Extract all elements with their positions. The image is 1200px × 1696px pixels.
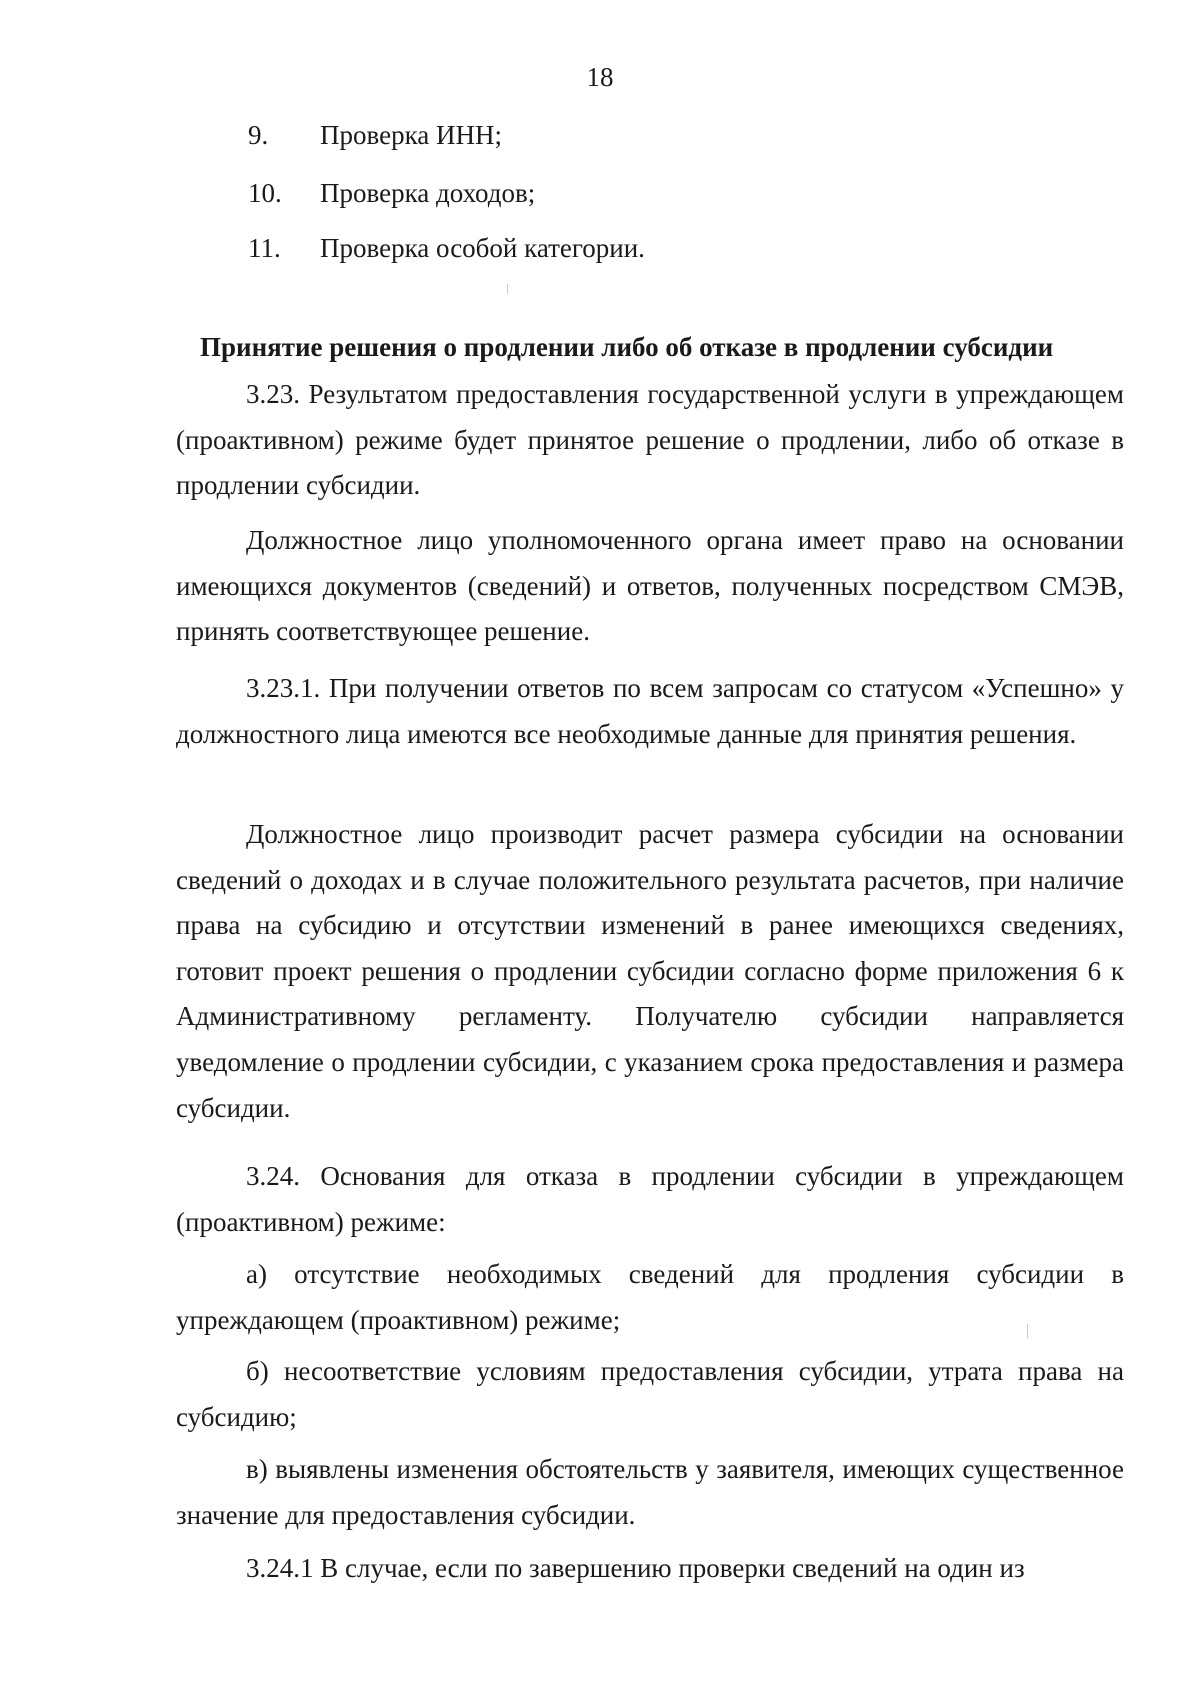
paragraph: б) несоответствие условиям предоставления субсидии, утрата права на субсидию;	[176, 1356, 1124, 1432]
list-item-number: 9.	[248, 120, 269, 150]
page-number: 18	[586, 62, 614, 92]
paragraph: а) отсутствие необходимых сведений для продления субсидии в упреждающем (проактивном) режиме;	[176, 1259, 1124, 1335]
paragraph: Должностное лицо производит расчет размера субсидии на основании сведений о доходах и в случае положительного результата расчетов, при наличие права на субсидию и отсутствии изменений в ранее имеющихся сведениях, готовит проект решения о продлении субсидии согласно форме приложения 6 к Административному регламенту. Получателю субсидии направляется уведомление о продлении субсидии, с указанием срока предоставления и размера субсидии.	[176, 819, 1124, 1123]
paragraph: 3.24. Основания для отказа в продлении субсидии в упреждающем (проактивном) режиме:	[176, 1161, 1124, 1237]
list-item-text: Проверка доходов;	[320, 178, 536, 208]
paragraph: в) выявлены изменения обстоятельств у заявителя, имеющих существенное значение для предоставления субсидии.	[176, 1454, 1124, 1530]
list-item-number: 11.	[248, 233, 281, 263]
paragraph: 3.23. Результатом предоставления государственной услуги в упреждающем (проактивном) режиме будет принятое решение о продлении, либо об отказе в продлении субсидии.	[176, 379, 1124, 501]
paragraph: 3.24.1 В случае, если по завершению проверки сведений на один из	[246, 1553, 1025, 1583]
list-item	[0, 178, 1200, 218]
list-item-text: Проверка ИНН;	[320, 120, 503, 150]
list-item	[0, 233, 1200, 273]
section-heading: Принятие решения о продлении либо об отказе в продлении субсидии	[200, 332, 1054, 362]
paragraph: Должностное лицо уполномоченного органа имеет право на основании имеющихся документов (сведений) и ответов, полученных посредством СМЭВ, принять соответствующее решение.	[176, 525, 1124, 647]
paragraph: 3.23.1. При получении ответов по всем запросам со статусом «Успешно» у должностного лица имеются все необходимые данные для принятия решения.	[176, 673, 1124, 749]
scan-artifact	[1027, 1324, 1028, 1338]
list-item-text: Проверка особой категории.	[320, 233, 645, 263]
list-item	[0, 120, 1200, 160]
list-item-number: 10.	[248, 178, 282, 208]
scan-artifact	[507, 284, 508, 294]
